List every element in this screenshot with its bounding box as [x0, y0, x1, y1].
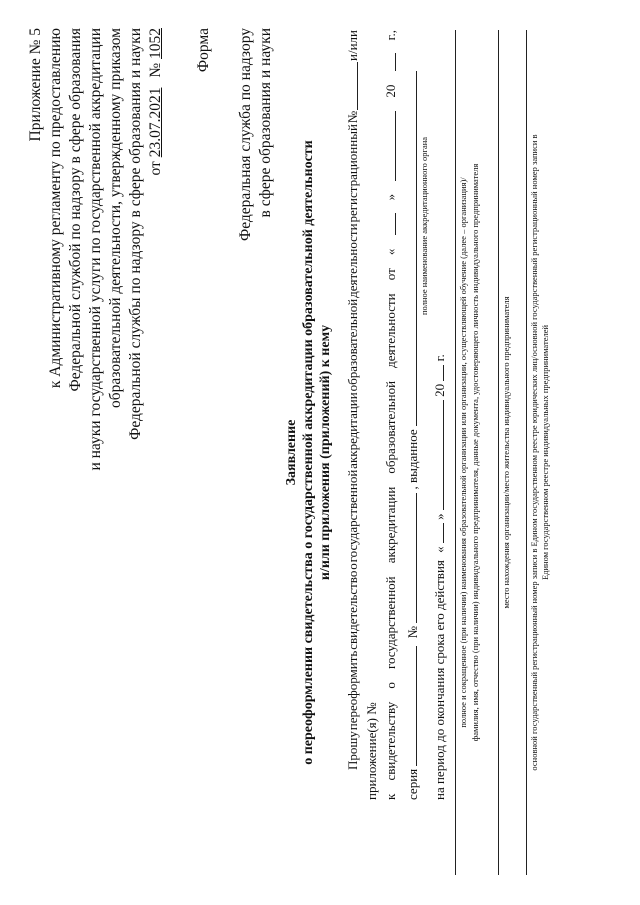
number-label: №	[405, 625, 420, 639]
request-line-5	[432, 354, 446, 800]
document-title: Заявление	[284, 419, 299, 486]
request-word: к	[383, 793, 398, 800]
issuing-organ-caption: полное наименование аккредитационного органа	[419, 136, 429, 315]
validity-day-blank[interactable]	[432, 523, 444, 543]
applicant-caption-2: фамилия, имя, отчество (при наличии) индивидуального предпринимателя, данные документа, удостоверяющего личность индивидуального предпринимателя	[470, 163, 480, 742]
header-line-3: и науки государственной услуги по государственной аккредитации	[87, 28, 104, 471]
year-blank[interactable]	[384, 54, 396, 72]
validity-open-quote: «	[432, 546, 447, 553]
request-word: о	[383, 682, 398, 689]
request-word: №	[345, 110, 360, 124]
request-word: образовательной	[383, 380, 398, 474]
validity-close-quote: »	[432, 513, 447, 520]
request-word: свидетельству	[383, 701, 398, 781]
request-word: образовательной	[345, 298, 360, 392]
validity-year-blank[interactable]	[432, 365, 444, 381]
addressee-line-1: Федеральная служба по надзору	[237, 28, 254, 241]
request-word: 20	[383, 84, 398, 98]
ogrn-caption-1: основной государственный регистрационный номер записи в Едином государственном реестре юридических лиц/основной государственный регистрационный номер записи в	[529, 134, 539, 771]
addressee-line-2: в сфере образования и науки	[257, 28, 274, 218]
validity-year-prefix: 20	[432, 383, 447, 397]
number-blank[interactable]	[405, 493, 417, 623]
location-field-line[interactable]	[498, 30, 499, 875]
form-label: Форма	[195, 28, 212, 73]
issued-label: , выданное	[405, 429, 420, 490]
location-caption: место нахождения организации/место жительства индивидуального предпринимателя	[501, 296, 511, 609]
request-word: аккредитации	[383, 486, 398, 564]
request-word: деятельности	[345, 223, 360, 298]
appendix-number-label: приложение(я) №	[364, 702, 379, 800]
applicant-field-line[interactable]	[455, 30, 456, 875]
issuing-organ-blank[interactable]	[405, 71, 417, 426]
request-word: аккредитации	[345, 392, 360, 469]
request-line-4	[405, 71, 419, 800]
request-word: г.,	[383, 30, 398, 41]
request-word: свидетельство	[345, 570, 360, 650]
order-reference	[148, 28, 164, 176]
request-word: государственной	[345, 469, 360, 563]
request-line-2	[365, 702, 378, 800]
request-word: от	[383, 268, 398, 281]
applicant-caption-1: полное и сокращенное (при наличии) наименования образовательной организации или организации, осуществляющей обучение (далее – организация)/	[458, 177, 468, 728]
order-date: 23.07.2021	[147, 87, 164, 158]
header-line-2: Федеральной службой по надзору в сфере образования	[67, 28, 84, 392]
header-line-1: к Административному регламенту по предоставлению	[47, 28, 64, 389]
validity-month-blank[interactable]	[432, 400, 444, 510]
date-prefix: от	[147, 161, 164, 176]
request-word: »	[383, 193, 398, 201]
title-line-1: о переоформлении свидетельства о государственной аккредитации образовательной деятельности	[301, 140, 316, 765]
request-word: о	[345, 563, 360, 570]
month-blank[interactable]	[384, 111, 396, 181]
day-blank[interactable]	[384, 214, 396, 236]
appendix-title: Приложение № 5	[27, 28, 44, 142]
number-prefix: №	[147, 62, 164, 78]
certificate-number-blank[interactable]	[346, 62, 358, 110]
validity-end: г.	[432, 354, 447, 362]
ogrn-caption-2: Едином государственном реестре индивидуальных предпринимателей	[540, 324, 550, 581]
ogrn-field-line[interactable]	[526, 30, 527, 875]
request-word: государственной	[383, 576, 398, 670]
validity-label: на период до окончания срока его действия	[432, 560, 447, 800]
series-label: серия	[405, 768, 420, 800]
header-line-5: Федеральной службы по надзору в сфере образования и науки	[127, 28, 144, 440]
request-word: регистрационный	[345, 124, 360, 223]
request-word: Прошу	[345, 731, 360, 770]
request-line-3	[384, 30, 397, 800]
request-word: «	[383, 248, 398, 256]
series-blank[interactable]	[405, 646, 417, 766]
request-word: деятельности	[383, 293, 398, 368]
request-line-1	[346, 30, 359, 770]
order-number: 1052	[147, 28, 164, 59]
header-line-4: образовательной деятельности, утвержденному приказом	[107, 28, 124, 408]
request-word: и/или	[345, 30, 360, 61]
request-word: переоформить	[345, 650, 360, 731]
title-line-2: и/или приложения (приложений) к нему	[318, 324, 333, 581]
